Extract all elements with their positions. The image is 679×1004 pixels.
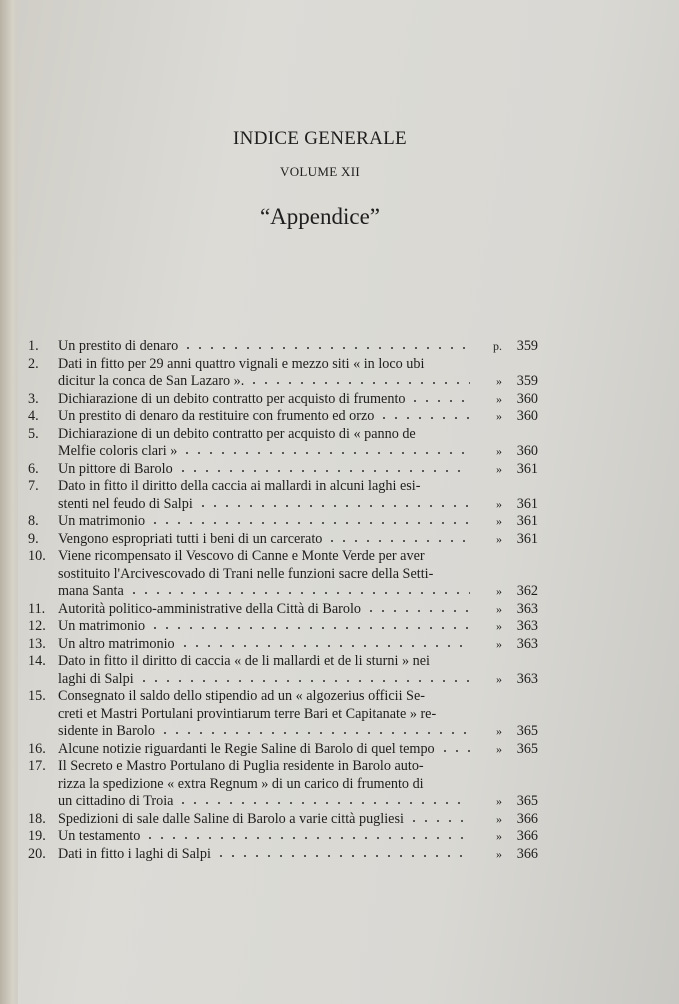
entry-number: 6. <box>28 460 39 477</box>
page-number: 363 <box>516 600 538 617</box>
page-marker: » <box>496 409 502 423</box>
entry-title-line: Alcune notizie riguardanti le Regie Saline di Barolo di quel tempo <box>58 740 435 757</box>
page-marker: » <box>496 584 502 598</box>
entry-title-line: Un prestito di denaro da restituire con frumento ed orzo <box>58 408 375 424</box>
toc-entry <box>28 846 538 864</box>
entry-title-line: Spedizioni di sale dalle Saline di Barolo a varie città pugliesi <box>58 810 404 827</box>
toc-entry <box>28 741 538 759</box>
page-number: 362 <box>516 583 538 599</box>
entry-title-line: Un testamento <box>58 828 141 844</box>
page-marker: » <box>496 811 502 826</box>
entry-number: 8. <box>28 513 39 529</box>
page-marker: » <box>496 636 502 651</box>
toc-entry <box>28 811 538 829</box>
page-number: 359 <box>516 338 538 354</box>
toc-entry <box>28 356 538 391</box>
book-edge <box>0 0 18 1004</box>
page-marker: » <box>496 514 502 528</box>
page-marker: » <box>496 374 502 388</box>
entry-title-line: Il Secreto e Mastro Portulano di Puglia residente in Barolo auto- <box>58 758 424 774</box>
entry-number: 16. <box>28 740 46 757</box>
dot-leader <box>182 340 470 350</box>
dot-leader <box>248 375 470 385</box>
dot-leader <box>177 795 470 805</box>
entry-title-line: Viene ricompensato il Vescovo di Canne e Monte Verde per aver <box>58 548 425 564</box>
entry-title-line: Dichiarazione di un debito contratto per acquisto di frumento <box>58 390 406 407</box>
page-number: 360 <box>516 443 538 459</box>
toc-entry <box>28 461 538 479</box>
page-marker: » <box>496 794 502 808</box>
dot-leader <box>179 638 470 648</box>
page-marker: » <box>496 391 502 406</box>
toc-entry <box>28 758 538 811</box>
toc-entry <box>28 653 538 688</box>
page-number: 366 <box>516 810 538 827</box>
entry-number: 13. <box>28 635 46 652</box>
entry-number: 15. <box>28 688 46 704</box>
page-number: 363 <box>516 670 538 687</box>
dot-leader <box>365 603 470 613</box>
entry-number: 1. <box>28 338 39 354</box>
page-number: 361 <box>516 530 538 547</box>
entry-title-line: laghi di Salpi <box>58 670 134 687</box>
dot-leader <box>128 585 470 595</box>
page-marker: » <box>496 601 502 616</box>
entry-number: 5. <box>28 425 39 442</box>
entry-number: 2. <box>28 355 39 372</box>
toc-entry <box>28 548 538 601</box>
entry-title-line: Dato in fitto il diritto della caccia ai mallardi in alcuni laghi esi- <box>58 478 421 494</box>
toc-entry <box>28 513 538 531</box>
entry-title-line: Un altro matrimonio <box>58 635 175 652</box>
toc-entry <box>28 426 538 461</box>
page-number: 360 <box>516 408 538 424</box>
entry-title-line: dicitur la conca de San Lazaro ». <box>58 373 245 389</box>
entry-number: 20. <box>28 845 46 862</box>
entry-title-line: mana Santa <box>58 583 124 599</box>
toc-entry <box>28 408 538 426</box>
toc-entry <box>28 601 538 619</box>
entry-number: 7. <box>28 478 39 494</box>
page-number: 365 <box>516 793 538 809</box>
page-number: 361 <box>516 513 538 529</box>
entry-title-line: Autorità politico-amministrative della Città di Barolo <box>58 600 361 617</box>
entry-title-line: un cittadino di Troia <box>58 793 174 809</box>
dot-leader <box>326 533 470 543</box>
toc-entry <box>28 338 538 356</box>
dot-leader <box>408 813 470 823</box>
page-marker: » <box>496 496 502 511</box>
entry-title-line: Un matrimonio <box>58 618 146 634</box>
entry-number: 3. <box>28 390 39 407</box>
entry-number: 4. <box>28 408 39 424</box>
page-number: 366 <box>516 828 538 844</box>
entry-title-line: Un prestito di denaro <box>58 338 179 354</box>
volume-label: VOLUME XII <box>280 164 360 179</box>
toc-entry <box>28 636 538 654</box>
page-number: 361 <box>516 460 538 477</box>
page-marker: » <box>496 619 502 633</box>
dot-leader <box>159 725 470 735</box>
page-marker: » <box>496 531 502 546</box>
entry-title-line: sostituito l'Arcivescovado di Trani nelle funzioni sacre della Setti- <box>58 565 434 582</box>
page-marker: » <box>496 461 502 476</box>
table-of-contents <box>28 338 538 863</box>
page-marker: » <box>496 444 502 458</box>
entry-title-line: Un matrimonio <box>58 513 146 529</box>
page-number: 359 <box>516 373 538 389</box>
page-marker: » <box>496 829 502 843</box>
dot-leader <box>149 515 470 525</box>
dot-leader <box>177 463 470 473</box>
entry-title-line: Un pittore di Barolo <box>58 460 173 477</box>
dot-leader <box>378 410 470 420</box>
page-number: 365 <box>516 740 538 757</box>
entry-number: 17. <box>28 758 46 774</box>
page-number: 361 <box>516 495 538 512</box>
page-marker: p. <box>493 339 502 353</box>
page-number: 365 <box>516 723 538 739</box>
entry-number: 11. <box>28 600 46 617</box>
toc-entry <box>28 618 538 636</box>
toc-entry <box>28 478 538 513</box>
entry-title-line: Consegnato il saldo dello stipendio ad un « algozerius officii Se- <box>58 688 425 704</box>
dot-leader <box>181 445 470 455</box>
entry-number: 14. <box>28 653 46 669</box>
entry-title-line: Vengono espropriati tutti i beni di un carcerato <box>58 530 323 547</box>
dot-leader <box>197 498 470 508</box>
entry-title-line: Melfie coloris clari » <box>58 443 178 459</box>
page-number: 363 <box>516 618 538 634</box>
toc-entry <box>28 531 538 549</box>
page-marker: » <box>496 846 502 861</box>
entry-title-line: creti et Mastri Portulani provintiarum terre Bari et Capitanate » re- <box>58 705 437 722</box>
dot-leader <box>149 620 470 630</box>
dot-leader <box>215 848 470 858</box>
entry-title-line: Dichiarazione di un debito contratto per acquisto di « panno de <box>58 425 416 442</box>
dot-leader <box>138 673 470 683</box>
toc-entry <box>28 688 538 741</box>
page-number: 363 <box>516 635 538 652</box>
dot-leader <box>409 393 470 403</box>
entry-number: 9. <box>28 530 39 547</box>
page-marker: » <box>496 671 502 686</box>
section-title: “Appendice” <box>259 204 381 229</box>
page-number: 366 <box>516 845 538 862</box>
entry-number: 18. <box>28 810 46 827</box>
entry-title-line: rizza la spedizione « extra Regnum » di un carico di frumento di <box>58 775 424 792</box>
entry-title-line: Dato in fitto il diritto di caccia « de li mallardi et de li sturni » nei <box>58 653 430 669</box>
toc-entry <box>28 391 538 409</box>
entry-title-line: stenti nel feudo di Salpi <box>58 495 193 512</box>
entry-title-line: Dati in fitto i laghi di Salpi <box>58 845 211 862</box>
entry-number: 12. <box>28 618 46 634</box>
page-number: 360 <box>516 390 538 407</box>
dot-leader <box>439 743 470 753</box>
entry-title-line: Dati in fitto per 29 anni quattro vignali e mezzo siti « in loco ubi <box>58 355 425 372</box>
toc-entry <box>28 828 538 846</box>
page-marker: » <box>496 724 502 738</box>
entry-number: 10. <box>28 548 46 564</box>
entry-title-line: sidente in Barolo <box>58 723 155 739</box>
entry-number: 19. <box>28 828 46 844</box>
page-marker: » <box>496 741 502 756</box>
page-title: INDICE GENERALE <box>233 128 407 149</box>
dot-leader <box>144 830 470 840</box>
